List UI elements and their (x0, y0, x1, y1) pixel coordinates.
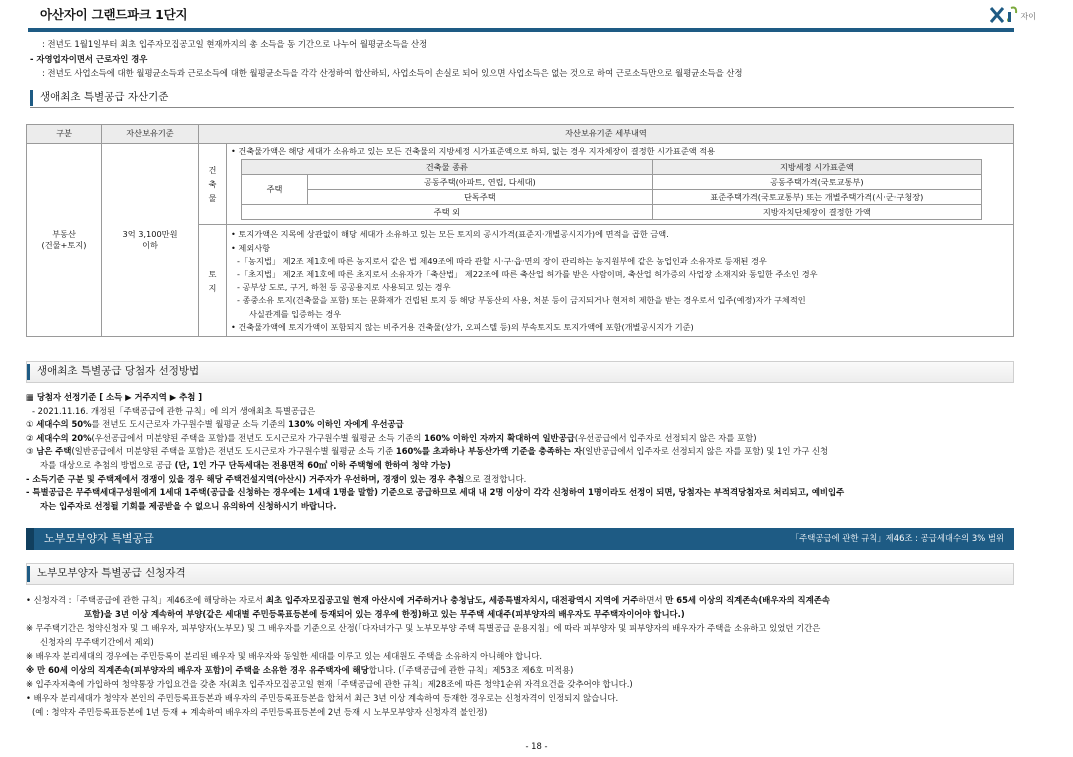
item-text: (일반공급에서 미분양된 주택을 포함)은 전년도 도시근로자 가구원수별 월평균 소득 기준 (71, 446, 396, 457)
table-row-building (27, 144, 1014, 225)
land-line: - 공부상 도로, 구거, 하천 등 공공용지로 사용되고 있는 경우 (237, 282, 451, 293)
rule-text: 으로 결정합니다. (464, 473, 527, 484)
asset-criteria-table (26, 124, 1014, 337)
building-note: • 건축물가액은 해당 세대가 소유하고 있는 모든 건축물의 지방세정 시가표준액으로 하되, 없는 경우 지자체장이 결정한 시가표준액 적용 (231, 146, 716, 156)
building-label-char: 물 (208, 193, 217, 204)
page-header (28, 0, 1046, 30)
land-line: • 제외사항 (231, 242, 271, 253)
section-asset-header (30, 88, 1014, 108)
inner-type: 주택 외 (242, 205, 653, 220)
page-number: - 18 - (525, 741, 548, 751)
section-marker (30, 90, 33, 106)
elder-eligibility (26, 593, 1026, 719)
section-title: 생애최초 특별공급 자산기준 (40, 91, 169, 103)
eligibility-note: ※ 배우자 분리세대의 경우에는 주민등록이 분리된 배우자 및 배우자와 동일한 세대를 이루고 있는 세대원도 주택을 소유하지 아니해야 합니다. (26, 651, 543, 661)
xi-logo (989, 2, 1036, 26)
eligibility-example: (예 : 청약자 주민등록표등본에 1년 등재 + 계속하여 배우자의 주민등록표등본에 2년 등재 시 노부모부양자 신청자격 불인정) (32, 707, 488, 717)
winner-selection (26, 391, 1026, 513)
section-title: 노부모부양자 특별공급 신청자격 (37, 567, 186, 579)
winner-rule: - 특별공급은 무주택세대구성원에게 1세대 1주택(공급을 신청하는 경우에는 1세대 1명을 말함) 기준으로 공급하므로 세대 내 2명 이상이 각각 신청하여 1명이라도 선정이 되면, 당첨자는 부적격당첨자로 처리되고, 예비입주 (26, 487, 845, 498)
col-header-standard: 자산보유기준 (102, 125, 199, 144)
logo-text: 자이 (1020, 11, 1036, 21)
item-text: (우선공급에서 입주자로 선정되지 않은 자를 포함) (574, 432, 757, 443)
winner-intro: - 2021.11.16. 개정된「주택공급에 관한 규칙」에 의거 생애최초 특별공급은 (32, 405, 316, 416)
land-label-char: 지 (208, 282, 217, 293)
elder-support-banner (26, 528, 1014, 550)
item-bold: 남은 주택 (36, 446, 72, 457)
housing-label: 주택 (242, 175, 308, 205)
item-bold: 130% 이하인 자에게 우선공급 (288, 419, 404, 430)
col-header-detail: 자산보유기준 세부내역 (199, 125, 1014, 144)
income-note-line: : 전년도 1월1일부터 최초 입주자모집공고일 현재까지의 총 소득을 동 기간으로 나누어 월평균소득을 산정 (42, 39, 428, 49)
eligibility-line: 포함)을 3년 이상 계속하여 부양(같은 세대별 주민등록표등본에 등재되어 있는 경우에 한정)하고 있는 무주택 세대주(피부양자의 배우자도 무주택자이어야 합니다.) (84, 609, 685, 619)
eligibility-note: ※ 무주택기간은 청약신청자 및 그 배우자, 피부양자(노부모) 및 그 배우자를 기준으로 산정(「다자녀가구 및 노부모부양 주택 특별공급 운용지침」에 따라 피부양자 및 피부양자의 배우자가 주택을 소유하고 있었던 기간은 (26, 623, 821, 633)
section-elder-header (26, 563, 1014, 585)
inner-row (242, 175, 982, 190)
income-notes (30, 37, 1020, 81)
winner-item (26, 418, 1026, 432)
item-bold: 160%를 초과하나 부동산가액 기준을 충족하는 자 (395, 446, 582, 457)
eligibility-text: • 신청자격 :「주택공급에 관한 규칙」제46조에 해당하는 자로서 (26, 595, 266, 605)
item-number: ③ (26, 446, 34, 457)
land-detail (227, 225, 1014, 337)
item-bold: 세대수의 20% (36, 432, 92, 443)
inner-row (242, 190, 982, 205)
winner-rule-cont: 자는 입주자로 선정될 기회를 제공받을 수 없으니 유의하여 신청하시기 바랍니다. (40, 500, 337, 511)
inner-value: 지방자치단체장이 결정한 가액 (652, 205, 981, 220)
col-header-category: 구분 (27, 125, 102, 144)
inner-value: 표준주택가격(국토교통부) 또는 개별주택가격(시·군·구청장) (652, 190, 981, 205)
land-line: 사실관계를 입증하는 경우 (249, 308, 342, 319)
eligibility-bold: 최초 입주자모집공고일 현재 아산시에 거주하거나 충청남도, 세종특별자치시, 대전광역시 지역에 거주 (265, 595, 639, 605)
banner-reference: 「주택공급에 관한 규칙」제46조 : 공급세대수의 3% 범위 (790, 533, 1004, 543)
category-cell (27, 144, 102, 337)
income-note-heading: - 자영업자이면서 근로자인 경우 (30, 53, 148, 64)
building-label-char: 건 (208, 165, 217, 176)
xi-logo-icon (989, 4, 1019, 26)
inner-row (242, 205, 982, 220)
winner-item-cont (26, 459, 1026, 473)
building-value-table (241, 159, 982, 220)
inner-header-row (242, 160, 982, 175)
header-divider (28, 28, 1014, 32)
item-bold: (단, 1인 가구 단독세대는 전용면적 60㎡ 이하 주택형에 한하여 청약 가능) (174, 459, 451, 470)
item-text: 를 전년도 도시근로자 가구원수별 월평균 소득 기준의 (91, 419, 289, 430)
item-text: (일반공급에서 입주자로 선정되지 않은 자를 포함) 및 1인 가구 신청 (581, 446, 829, 457)
section-winner-header (26, 361, 1014, 383)
item-number: ① (26, 419, 34, 430)
building-detail (227, 144, 1014, 225)
land-label-char: 토 (208, 268, 217, 279)
land-line: -「초지법」 제2조 제1호에 따른 초지로서 소유자가「축산법」 제22조에 따른 축산업 허가를 받은 사람이며, 축산업 허가증의 사업장 소재지와 동일한 주소인 경우 (237, 268, 818, 279)
winner-item (26, 432, 1026, 446)
page-title: 아산자이 그랜드파크 1단지 (40, 7, 188, 22)
eligibility-bold: 만 65세 이상의 직계존속(배우자의 직계존속 (665, 595, 830, 605)
land-label (199, 225, 227, 337)
item-number: ② (26, 432, 34, 443)
eligibility-bold: ※ 만 60세 이상의 직계존속(피부양자의 배우자 포함)이 주택을 소유한 경우 유주택자에 해당 (26, 665, 369, 675)
eligibility-note (26, 663, 1026, 677)
eligibility-text: 합니다. (「주택공급에 관한 규칙」제53조 제6호 미적용) (368, 665, 574, 675)
table-header-row (27, 125, 1014, 144)
item-bold: 세대수의 50% (36, 419, 92, 430)
category-line: (건물+토지) (41, 239, 87, 250)
section-marker (27, 364, 30, 380)
rule-bold: - 소득기준 구분 및 주택제에서 경쟁이 있을 경우 해당 주택건설지역(아산시) 거주자가 우선하며, 경쟁이 있는 경우 추첨 (26, 473, 465, 484)
section-marker (27, 566, 30, 582)
eligibility-note-cont: 신청자의 무주택기간에서 제외) (40, 637, 154, 647)
inner-value: 공동주택가격(국토교통부) (652, 175, 981, 190)
category-line: 부동산 (52, 228, 76, 239)
land-line: • 건축물가액에 토지가액이 포함되지 않는 비주거용 건축물(상가, 오피스텔 등)의 부속토지도 토지가액에 포함(개별공시지가 기준) (231, 321, 694, 332)
eligibility-line (26, 593, 1026, 607)
eligibility-note: ※ 입주자저축에 가입하여 청약통장 가입요건을 갖춘 자(최초 입주자모집공고일 현재「주택공급에 관한 규칙」제28조에 따른 청약1순위 자격요건을 갖추어야 합니다.) (26, 679, 633, 689)
standard-line: 이하 (142, 239, 158, 250)
winner-heading: ▦ 당첨자 선정기준 [ 소득 ▶ 거주지역 ▶ 추첨 ] (26, 392, 203, 402)
land-line: • 토지가액은 지목에 상관없이 해당 세대가 소유하고 있는 모든 토지의 공시가격(표준지·개별공시지가)에 면적을 곱한 금액. (231, 229, 669, 240)
item-bold: 160% 이하인 자까지 확대하여 일반공급 (424, 432, 575, 443)
item-text: (우선공급에서 미분양된 주택을 포함)를 전년도 도시근로자 가구원수별 월평균 소득 기준의 (91, 432, 425, 443)
building-label (199, 144, 227, 225)
inner-header-type: 건축물 종류 (242, 160, 653, 175)
land-line: - 종중소유 토지(건축물을 포함) 또는 문화재가 건립된 토지 등 해당 부동산의 사용, 처분 등이 금지되거나 현저히 제한을 받는 경우로서 입주(예정)자가 구체적인 (237, 295, 806, 306)
section-title: 생애최초 특별공급 당첨자 선정방법 (37, 365, 200, 377)
eligibility-text: 하면서 (638, 595, 666, 605)
winner-rule (26, 473, 1026, 487)
building-label-char: 축 (208, 179, 217, 190)
inner-header-value: 지방세정 시가표준액 (652, 160, 981, 175)
land-line: -「농지법」 제2조 제1호에 따른 농지로서 같은 법 제49조에 따라 관할 시·구·읍·면의 장이 관리하는 농지원부에 같은 농업인과 소유자로 등재된 경우 (237, 255, 767, 266)
banner-title: 노부모부양자 특별공급 (44, 532, 154, 545)
winner-item (26, 445, 1026, 459)
eligibility-note: • 배우자 분리세대가 청약자 본인의 주민등록표등본과 배우자의 주민등록표등본을 합쳐서 최근 3년 이상 계속하여 등재한 경우로는 신청자격이 인정되지 않습니다. (26, 693, 619, 703)
item-text: 자를 대상으로 추첨의 방법으로 공급 (40, 459, 175, 470)
inner-type: 단독주택 (308, 190, 653, 205)
standard-line: 3억 3,100만원 (122, 228, 178, 239)
inner-type: 공동주택(아파트, 연립, 다세대) (308, 175, 653, 190)
income-note-line: : 전년도 사업소득에 대한 월평균소득과 근로소득에 대한 월평균소득을 각각 산정하여 합산하되, 사업소득이 손실로 되어 있으면 사업소득은 없는 것으로 하여 근로소득만으로 월평균소득을 산정 (42, 68, 743, 78)
standard-cell (102, 144, 199, 337)
